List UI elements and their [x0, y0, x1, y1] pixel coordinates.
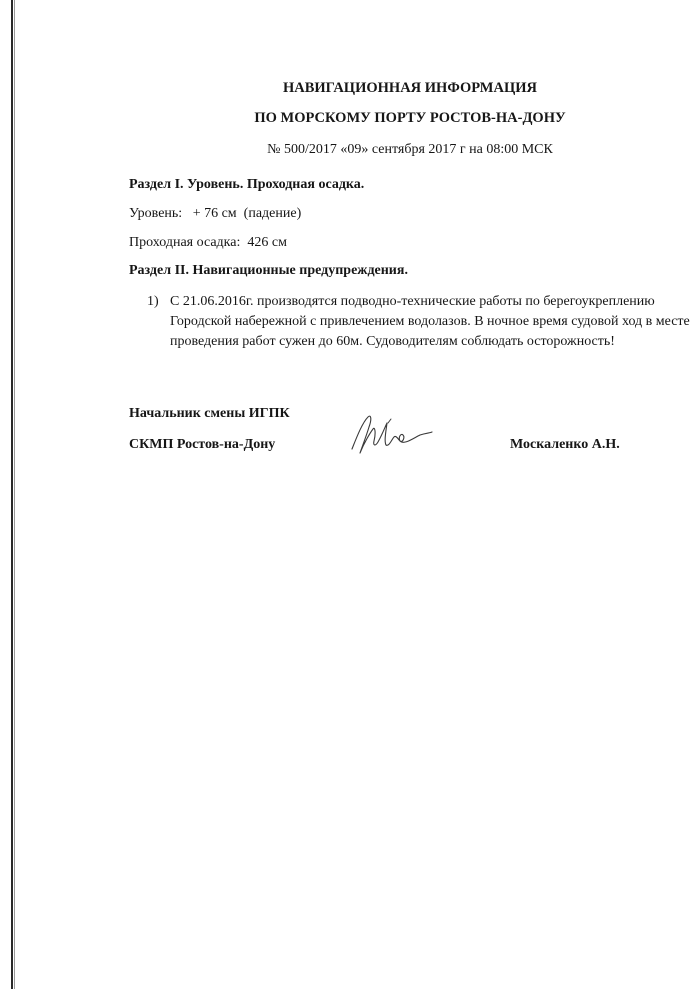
scan-border-dark: [11, 0, 13, 989]
warning-item-number: 1): [147, 294, 159, 309]
document-title-line2: ПО МОРСКОМУ ПОРТУ РОСТОВ-НА-ДОНУ: [254, 110, 566, 126]
scan-border-light: [14, 0, 15, 989]
signatory-position-line1: Начальник смены ИГПК: [129, 406, 290, 421]
water-level-line: Уровень: + 76 см (падение): [129, 206, 302, 221]
passage-draft-line: Проходная осадка: 426 см: [129, 235, 287, 250]
section-1-heading: Раздел I. Уровень. Проходная осадка.: [129, 177, 365, 192]
handwritten-signature-icon: [342, 409, 434, 461]
issue-number-date: № 500/2017 «09» сентября 2017 г на 08:00 МСК: [267, 142, 553, 157]
warning-item-text: С 21.06.2016г. производятся подводно-технические работы по берегоукреплению Городской набережной с привлечением водолазов. В ночное время судовой ход в месте проведения работ сужен до 60м. Судоводителям соблюдать осторожность!: [170, 294, 690, 349]
section-2-heading: Раздел II. Навигационные предупреждения.: [129, 263, 408, 278]
signatory-position-line2: СКМП Ростов-на-Дону: [129, 437, 276, 452]
signer-name: Москаленко А.Н.: [510, 437, 620, 452]
document-title-line1: НАВИГАЦИОННАЯ ИНФОРМАЦИЯ: [282, 80, 537, 96]
